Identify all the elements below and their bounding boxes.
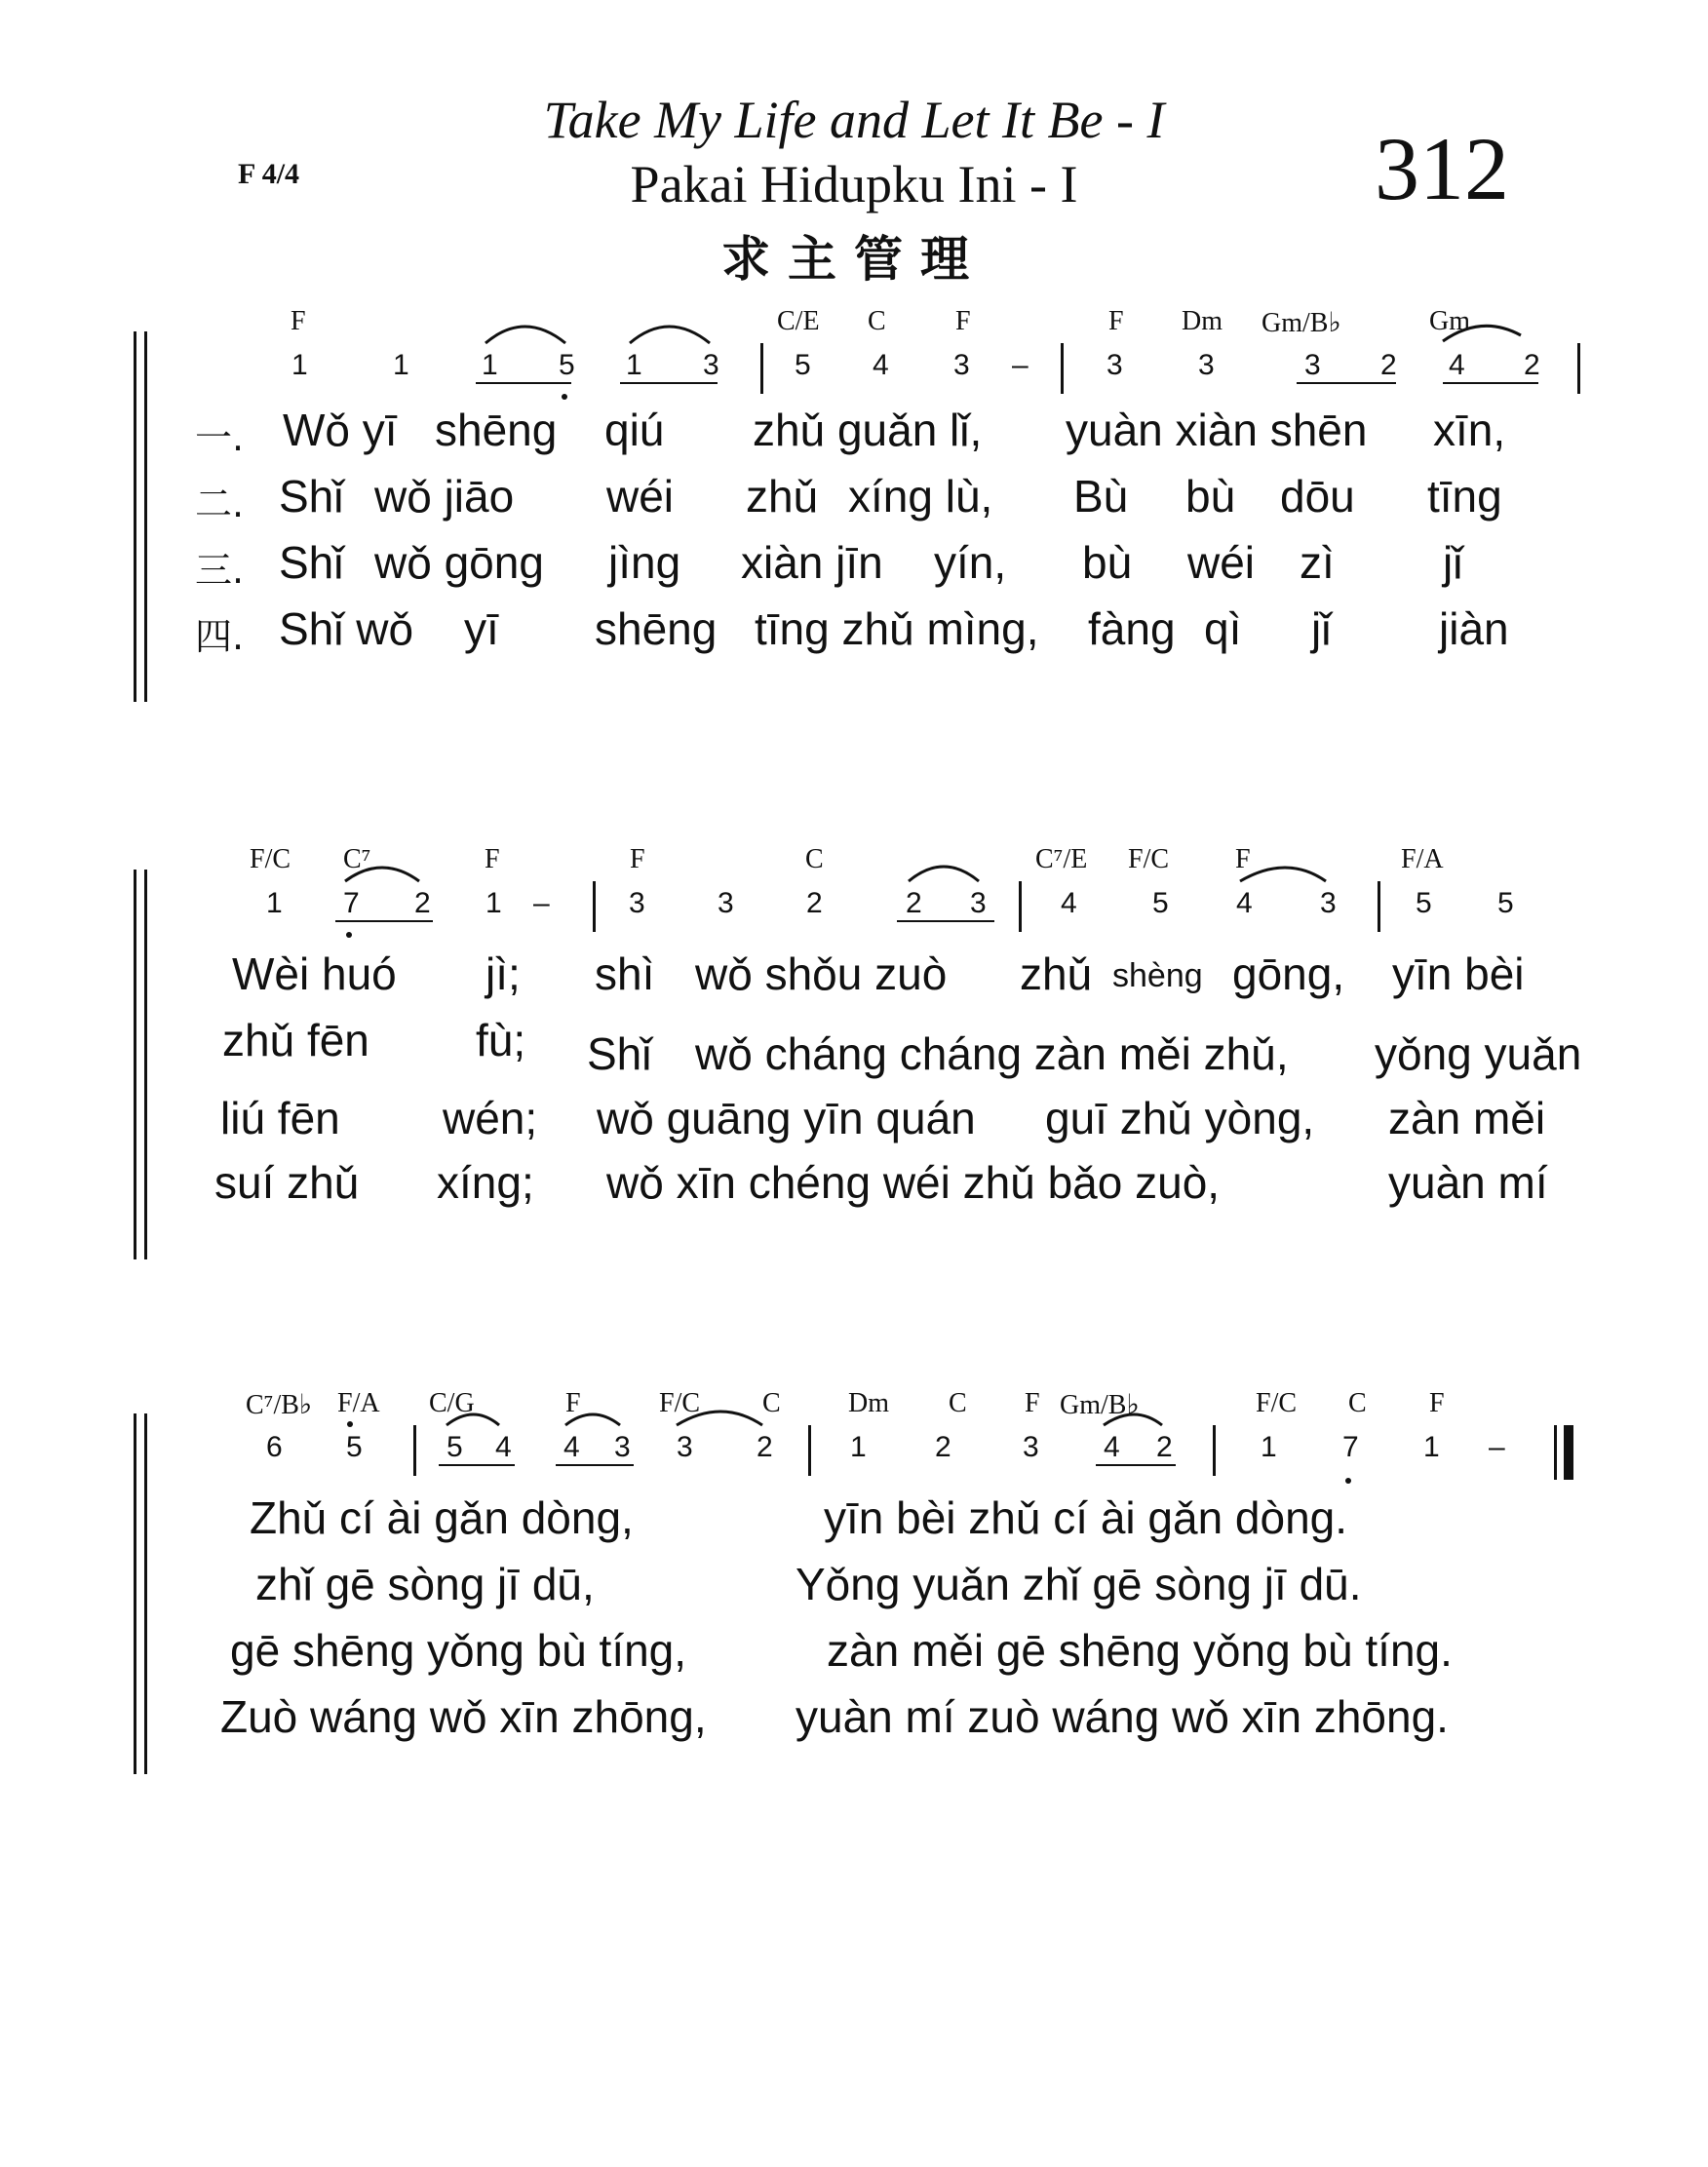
chord: C⁷ bbox=[343, 844, 371, 874]
note: 5 bbox=[559, 349, 575, 381]
note: 3 bbox=[1320, 887, 1337, 919]
lyric-syllable: zhǔ bbox=[746, 471, 819, 522]
chord: F/C bbox=[1256, 1388, 1298, 1418]
chord: F bbox=[485, 844, 500, 874]
lyric-syllable: Shǐ bbox=[279, 537, 344, 588]
note: – bbox=[1489, 1431, 1505, 1463]
lyric-syllable: wéi bbox=[1187, 537, 1256, 588]
lyric-syllable: zàn měi bbox=[1388, 1093, 1546, 1143]
note: 5 bbox=[1497, 887, 1514, 919]
lyric-syllable: xíng; bbox=[437, 1157, 534, 1208]
slur bbox=[345, 868, 419, 881]
lyric-syllable: Wèi huó bbox=[232, 948, 397, 999]
lyric-syllable: fàng bbox=[1088, 603, 1176, 654]
note: 2 bbox=[1524, 349, 1540, 381]
lyric-syllable: fù; bbox=[476, 1015, 526, 1065]
slur bbox=[446, 1414, 499, 1425]
chord: Gm/B♭ bbox=[1262, 308, 1341, 338]
slur bbox=[1443, 326, 1521, 341]
lyric-syllable: guī zhǔ yòng, bbox=[1045, 1093, 1315, 1143]
lyric-line: zàn měi gē shēng yǒng bù tíng. bbox=[827, 1625, 1453, 1676]
verse-marker: 三. bbox=[195, 549, 245, 592]
lyric-syllable: yī bbox=[464, 603, 499, 654]
lyric-syllable: bù bbox=[1185, 471, 1236, 522]
lyric-syllable: jiàn bbox=[1439, 603, 1509, 654]
note: 3 bbox=[1106, 349, 1123, 381]
note: 1 bbox=[626, 349, 642, 381]
lyric-syllable: zì bbox=[1300, 537, 1335, 588]
lyric-line: zhǐ gē sòng jī dū, bbox=[255, 1559, 595, 1609]
note: 2 bbox=[935, 1431, 951, 1463]
note: 4 bbox=[1104, 1431, 1120, 1463]
note: 5 bbox=[446, 1431, 463, 1463]
lyric-syllable: shèng bbox=[1112, 957, 1203, 994]
note: 1 bbox=[482, 349, 498, 381]
lyric-syllable: yīn bèi bbox=[1392, 948, 1525, 999]
note: 2 bbox=[906, 887, 922, 919]
note: 2 bbox=[1380, 349, 1397, 381]
lyric-syllable: jǐ bbox=[1311, 603, 1332, 654]
lyric-syllable: xíng lù, bbox=[848, 471, 993, 522]
chord: Dm bbox=[848, 1388, 889, 1418]
note: 2 bbox=[414, 887, 431, 919]
chord: F bbox=[1235, 844, 1251, 874]
lyric-syllable: liú fēn bbox=[220, 1093, 340, 1143]
lyric-line: Zhǔ cí ài gǎn dòng, bbox=[250, 1492, 634, 1543]
lyric-syllable: xiàn jīn bbox=[741, 537, 883, 588]
chord: F bbox=[630, 844, 645, 874]
note: 1 bbox=[1261, 1431, 1277, 1463]
note: – bbox=[1012, 349, 1029, 381]
note: 1 bbox=[266, 887, 283, 919]
lyric-line: yuàn mí zuò wáng wǒ xīn zhōng. bbox=[796, 1691, 1449, 1742]
slur bbox=[485, 327, 565, 343]
lyric-syllable: qiú bbox=[604, 405, 665, 455]
note: 3 bbox=[1304, 349, 1321, 381]
note: 4 bbox=[1449, 349, 1465, 381]
lyric-syllable: shì bbox=[595, 948, 655, 999]
note: 1 bbox=[485, 887, 502, 919]
lyric-syllable: zhǔ guǎn lǐ, bbox=[753, 405, 983, 455]
note: 3 bbox=[629, 887, 645, 919]
chord: C bbox=[805, 844, 824, 874]
lyric-line: gē shēng yǒng bù tíng, bbox=[230, 1625, 687, 1676]
chord: F bbox=[955, 306, 971, 336]
chord: F bbox=[1108, 306, 1124, 336]
slur bbox=[1240, 868, 1326, 881]
chord: F/C bbox=[250, 844, 291, 874]
chord: F bbox=[291, 306, 306, 336]
note: 5 bbox=[1416, 887, 1432, 919]
lyric-syllable: shēng bbox=[435, 405, 558, 455]
note: 3 bbox=[970, 887, 987, 919]
lyric-syllable: wǒ guāng yīn quán bbox=[597, 1093, 976, 1143]
chord: C/E bbox=[777, 306, 820, 336]
slur bbox=[1104, 1414, 1162, 1425]
chord: F bbox=[1429, 1388, 1445, 1418]
lyric-syllable: wén; bbox=[443, 1093, 538, 1143]
note: 2 bbox=[1156, 1431, 1173, 1463]
verse-marker: 二. bbox=[195, 483, 245, 525]
chord: C⁷/E bbox=[1035, 844, 1088, 874]
lyric-syllable: qì bbox=[1204, 603, 1242, 654]
lyric-syllable: jìng bbox=[608, 537, 681, 588]
lyric-line: Yǒng yuǎn zhǐ gē sòng jī dū. bbox=[796, 1559, 1362, 1609]
note: 4 bbox=[873, 349, 889, 381]
chord: Gm bbox=[1429, 306, 1470, 336]
title-english: Take My Life and Let It Be - I bbox=[543, 91, 1165, 149]
hymn-number: 312 bbox=[1375, 119, 1509, 218]
note: 3 bbox=[1023, 1431, 1039, 1463]
note: 3 bbox=[953, 349, 970, 381]
note: 1 bbox=[850, 1431, 867, 1463]
lyric-syllable: tīng bbox=[1427, 471, 1502, 522]
note: 5 bbox=[795, 349, 811, 381]
lyric-syllable: wǒ shǒu zuò bbox=[695, 948, 948, 999]
lyric-syllable: zhǔ bbox=[1020, 948, 1093, 999]
note: 1 bbox=[291, 349, 308, 381]
note: 4 bbox=[1061, 887, 1077, 919]
note: 5 bbox=[346, 1431, 363, 1463]
chord: C bbox=[762, 1388, 781, 1418]
lyric-syllable: bù bbox=[1082, 537, 1133, 588]
note: 4 bbox=[1236, 887, 1253, 919]
chord: Dm bbox=[1182, 306, 1223, 336]
chord: F bbox=[565, 1388, 581, 1418]
chord: F bbox=[1025, 1388, 1040, 1418]
note: 3 bbox=[677, 1431, 693, 1463]
lyric-syllable: yǒng yuǎn bbox=[1375, 1028, 1582, 1079]
lyric-syllable: zhǔ fēn bbox=[222, 1015, 369, 1065]
lyric-syllable: jì; bbox=[485, 948, 521, 999]
note: – bbox=[533, 887, 550, 919]
note: 6 bbox=[266, 1431, 283, 1463]
verse-marker: 一. bbox=[195, 416, 245, 459]
lyric-syllable: dōu bbox=[1280, 471, 1355, 522]
slur bbox=[565, 1414, 620, 1425]
chord: C bbox=[868, 306, 886, 336]
lyric-syllable: gōng, bbox=[1232, 948, 1345, 999]
chord: F/A bbox=[337, 1388, 380, 1418]
title-chinese: 求主管理 bbox=[721, 231, 987, 288]
note: 1 bbox=[1423, 1431, 1440, 1463]
lyric-syllable: yín, bbox=[934, 537, 1007, 588]
note: 3 bbox=[614, 1431, 631, 1463]
lyric-syllable: Shǐ bbox=[587, 1028, 652, 1079]
lyric-syllable: xīn, bbox=[1433, 405, 1506, 455]
slur bbox=[677, 1412, 762, 1425]
key-signature: F 4/4 bbox=[238, 158, 300, 190]
lyric-syllable: tīng zhǔ mìng, bbox=[755, 603, 1039, 654]
chord: C bbox=[1348, 1388, 1367, 1418]
chord: F/C bbox=[1128, 844, 1170, 874]
lyric-syllable: jǐ bbox=[1443, 537, 1463, 588]
note: 2 bbox=[806, 887, 823, 919]
note: 3 bbox=[1198, 349, 1215, 381]
lyric-syllable: yuàn xiàn shēn bbox=[1066, 405, 1368, 455]
note: 3 bbox=[718, 887, 734, 919]
title-indonesian: Pakai Hidupku Ini - I bbox=[630, 155, 1078, 213]
chord: Gm/B♭ bbox=[1060, 1390, 1140, 1420]
note: 4 bbox=[563, 1431, 580, 1463]
note: 1 bbox=[393, 349, 409, 381]
slur bbox=[909, 867, 979, 881]
lyric-syllable: wǒ xīn chéng wéi zhǔ bǎo zuò, bbox=[606, 1157, 1221, 1208]
lyric-syllable: Shǐ wǒ bbox=[279, 603, 414, 654]
lyric-syllable: wǒ jiāo bbox=[374, 471, 515, 522]
chord: F/C bbox=[659, 1388, 701, 1418]
verse-marker: 四. bbox=[195, 615, 245, 658]
slur bbox=[630, 327, 710, 343]
chord: C⁷/B♭ bbox=[246, 1390, 313, 1420]
lyric-syllable: yuàn mí bbox=[1388, 1157, 1548, 1208]
lyric-syllable: wéi bbox=[606, 471, 675, 522]
lyric-syllable: wǒ gōng bbox=[374, 537, 544, 588]
note: 3 bbox=[703, 349, 719, 381]
chord: C/G bbox=[429, 1388, 475, 1418]
note: 7 bbox=[343, 887, 360, 919]
note: 7 bbox=[1342, 1431, 1359, 1463]
note: 4 bbox=[495, 1431, 512, 1463]
lyric-line: Zuò wáng wǒ xīn zhōng, bbox=[220, 1691, 707, 1742]
lyric-syllable: suí zhǔ bbox=[214, 1157, 360, 1208]
note: 5 bbox=[1152, 887, 1169, 919]
chord: F/A bbox=[1401, 844, 1444, 874]
lyric-line: yīn bèi zhǔ cí ài gǎn dòng. bbox=[824, 1492, 1348, 1543]
chord: C bbox=[949, 1388, 967, 1418]
note: 2 bbox=[757, 1431, 773, 1463]
lyric-syllable: Shǐ bbox=[279, 471, 344, 522]
lyric-syllable: Wǒ yī bbox=[283, 405, 398, 455]
lyric-syllable: shēng bbox=[595, 603, 718, 654]
lyric-syllable: Bù bbox=[1073, 471, 1129, 522]
lyric-syllable: wǒ cháng cháng zàn měi zhǔ, bbox=[695, 1028, 1289, 1079]
